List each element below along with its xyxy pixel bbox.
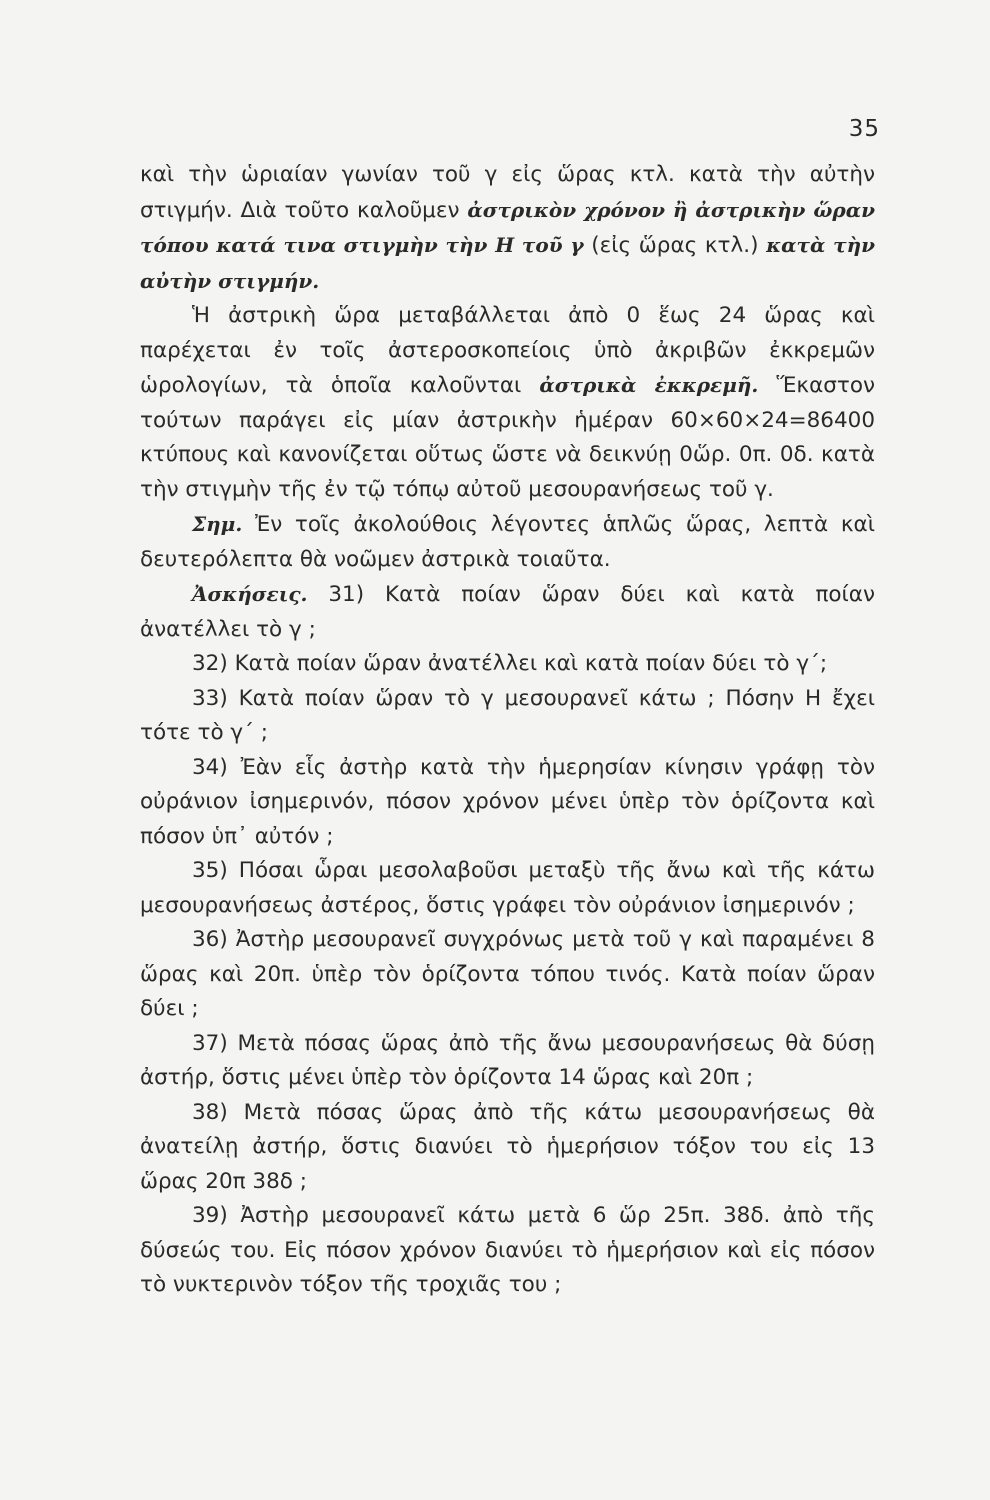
exercise-35: 35) Πόσαι ὧραι μεσολαβοῦσι μεταξὺ τῆς ἄνω καὶ τῆς κάτω μεσουρανήσεως ἀστέρος, ὅστις γράφει τὸν οὐράνιον ἰσημερινόν ;: [140, 858, 875, 918]
exercise-33: 33) Κατὰ ποίαν ὥραν τὸ γ μεσουρανεῖ κάτω ; Πόσην Η ἔχει τότε τὸ γ΄ ;: [140, 685, 875, 745]
text-run: καὶ τὴν ὡριαίαν γωνίαν τοῦ γ εἰς ὥρας κτλ. κατὰ τὴν αὐτὴν στιγμήν. Διὰ τοῦτο καλοῦμεν: [140, 162, 875, 223]
note-label: Σημ.: [192, 512, 243, 536]
exercise-37: 37) Μετὰ πόσας ὥρας ἀπὸ τῆς ἄνω μεσουρανήσεως θὰ δύσῃ ἀστήρ, ὅστις μένει ὑπὲρ τὸν ὁρίζοντα 14 ὥρας καὶ 20π ;: [140, 1030, 875, 1090]
exercise-32: 32) Κατὰ ποίαν ὥραν ἀνατέλλει καὶ κατὰ ποίαν δύει τὸ γ΄;: [192, 651, 828, 676]
text-run: Ἡ ἀστρικὴ ὥρα μεταβάλλεται ἀπὸ 0 ἕως 24 ὥρας καὶ παρέχεται ἐν τοῖς ἀστεροσκοπείοις ὑπὸ ἀκριβῶν ἐκκρεμῶν ὡρολογίων, τὰ ὁποῖα καλοῦνται: [140, 303, 875, 398]
text-run: 31) Κατὰ ποίαν ὥραν δύει καὶ κατὰ ποίαν ἀνατέλλει τὸ γ ;: [140, 582, 875, 642]
emphasis-definition-end: κατὰ τὴν αὐτὴν στιγμήν.: [140, 233, 875, 293]
paragraph-note: [140, 507, 875, 577]
exercise-31: [140, 577, 875, 647]
exercise-34: 34) Ἐὰν εἷς ἀστὴρ κατὰ τὴν ἡμερησίαν κίνησιν γράφῃ τὸν οὐράνιον ἰσημερινόν, πόσον χρόνον μένει ὑπὲρ τὸν ὁρίζοντα καὶ πόσον ὑπ᾽ αὐτόν ;: [140, 754, 875, 849]
body-text: [140, 158, 875, 1303]
page-number: 35: [848, 116, 880, 142]
emphasis-sidereal-pendulums: ἀστρικὰ ἐκκρεμῆ.: [539, 373, 759, 397]
exercise-39: 39) Ἀστὴρ μεσουρανεῖ κάτω μετὰ 6 ὥρ 25π. 38δ. ἀπὸ τῆς δύσεώς του. Εἰς πόσον χρόνον διανύει τὸ ἡμερήσιον καὶ εἰς πόσον τὸ νυκτερινὸν τόξον τῆς τροχιᾶς του ;: [140, 1203, 875, 1297]
paragraph-sidereal-clocks: [140, 299, 875, 507]
text-run: (εἰς ὥρας κτλ.): [583, 233, 767, 258]
emphasis-definition: ἀστρικὸν χρόνον ἢ ἀστρικὴν ὥραν τόπου κατά τινα στιγμὴν τὴν Η τοῦ γ: [140, 197, 875, 257]
paragraph-sidereal-time: [140, 158, 875, 299]
exercise-38: 38) Μετὰ πόσας ὥρας ἀπὸ τῆς κάτω μεσουρανήσεως θὰ ἀνατείλῃ ἀστήρ, ὅστις διανύει τὸ ἡμερήσιον τόξον του εἰς 13 ὥρας 20π 38δ ;: [140, 1099, 875, 1194]
text-run: Ἐν τοῖς ἀκολούθοις λέγοντες ἁπλῶς ὥρας, λεπτὰ καὶ δευτερόλεπτα θὰ νοῶμεν ἀστρικὰ τοιαῦτα.: [140, 512, 875, 572]
exercise-36: 36) Ἀστὴρ μεσουρανεῖ συγχρόνως μετὰ τοῦ γ καὶ παραμένει 8 ὥρας καὶ 20π. ὑπὲρ τὸν ὁρίζοντα τόπου τινός. Κατὰ ποίαν ὥραν δύει ;: [140, 927, 875, 1021]
exercises-label: Ἀσκήσεις.: [192, 582, 308, 606]
text-run: Ἕκαστον τούτων παράγει εἰς μίαν ἀστρικὴν ἡμέραν 60×60×24=86400 κτύπους καὶ κανονίζεται οὕτως ὥστε νὰ δεικνύῃ 0ὥρ. 0π. 0δ. κατὰ τὴν στιγμὴν τῆς ἐν τῷ τόπῳ αὐτοῦ μεσουρανήσεως τοῦ γ.: [140, 373, 876, 502]
